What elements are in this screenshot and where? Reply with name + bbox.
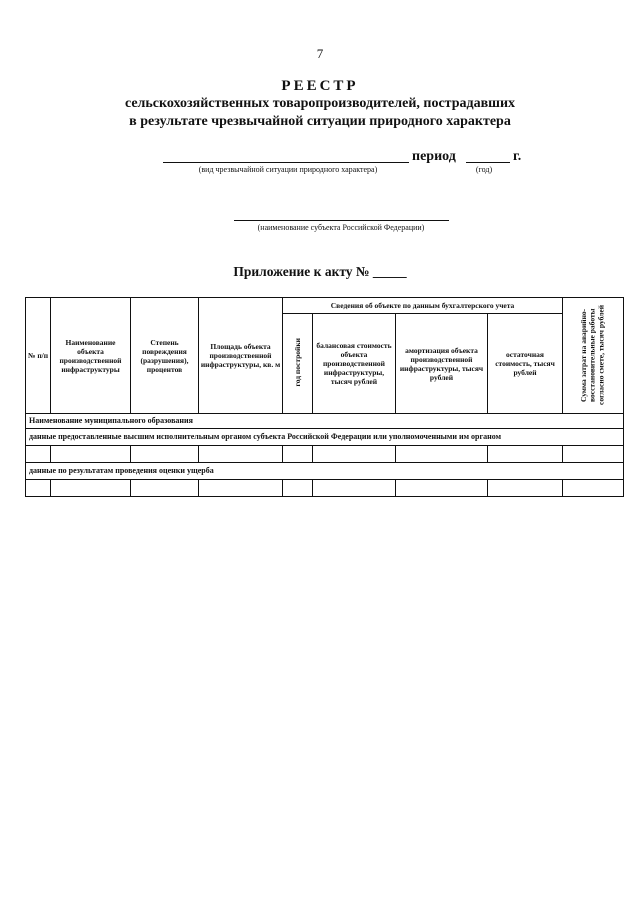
page-number: 7	[316, 46, 324, 61]
header-restoration-costs	[563, 298, 624, 414]
table-cell	[313, 446, 396, 463]
restoration-costs-text: Сумма затрат на аварийно-восстановительные работы согласно смете, тысяч рублей	[579, 304, 606, 405]
table-cell	[51, 480, 131, 497]
table-cell	[563, 480, 624, 497]
emergency-type-line	[163, 162, 409, 163]
subject-name-line	[234, 220, 449, 221]
header-damage-degree: Степень повреждения (разрушения), процентов	[131, 298, 199, 414]
document-title: РЕЕСТР	[281, 78, 359, 94]
subject-name-caption: (наименование субъекта Российской Федерации)	[257, 223, 425, 232]
table-cell	[26, 480, 51, 497]
table-cell	[131, 446, 199, 463]
appendix-label: Приложение к акту № _____	[233, 264, 407, 279]
registry-table	[25, 297, 624, 497]
header-residual-value: остаточная стоимость, тысяч рублей	[488, 314, 563, 414]
header-depreciation: амортизация объекта производственной инфраструктуры, тысяч рублей	[396, 314, 488, 414]
year-line	[466, 162, 510, 163]
table-cell	[313, 480, 396, 497]
document-subtitle-line-1: сельскохозяйственных товаропроизводителей, пострадавших	[124, 96, 516, 111]
table-cell	[131, 480, 199, 497]
emergency-type-caption: (вид чрезвычайной ситуации природного характера)	[198, 165, 378, 174]
document-subtitle-line-2: в результате чрезвычайной ситуации природного характера	[129, 114, 511, 129]
table-cell	[488, 480, 563, 497]
header-year-built	[283, 314, 313, 414]
section-authority-data: данные предоставленные высшим исполнительным органом субъекта Российской Федерации или уполномоченными им органом	[26, 429, 624, 446]
header-area: Площадь объекта производственной инфраструктуры, кв. м	[199, 298, 283, 414]
table-cell	[51, 446, 131, 463]
section-assessment-data: данные по результатам проведения оценки ущерба	[26, 463, 624, 480]
year-built-text: год постройки	[293, 338, 302, 387]
table-cell	[283, 480, 313, 497]
table-cell	[283, 446, 313, 463]
table-cell	[488, 446, 563, 463]
section-municipality: Наименование муниципального образования	[26, 414, 624, 429]
table-row	[26, 480, 624, 497]
table-cell	[396, 480, 488, 497]
table-cell	[26, 446, 51, 463]
table-cell	[199, 480, 283, 497]
header-object-name: Наименование объекта производственной инфраструктуры	[51, 298, 131, 414]
period-label: период	[412, 149, 456, 164]
year-caption: (год)	[475, 165, 493, 174]
header-balance-value: балансовая стоимость объекта производственной инфраструктуры, тысяч рублей	[313, 314, 396, 414]
table-cell	[396, 446, 488, 463]
year-suffix: г.	[513, 149, 522, 164]
header-accounting-group: Сведения об объекте по данным бухгалтерского учета	[283, 298, 563, 314]
table-cell	[199, 446, 283, 463]
header-num: № п/п	[26, 298, 51, 414]
table-cell	[563, 446, 624, 463]
table-row	[26, 446, 624, 463]
